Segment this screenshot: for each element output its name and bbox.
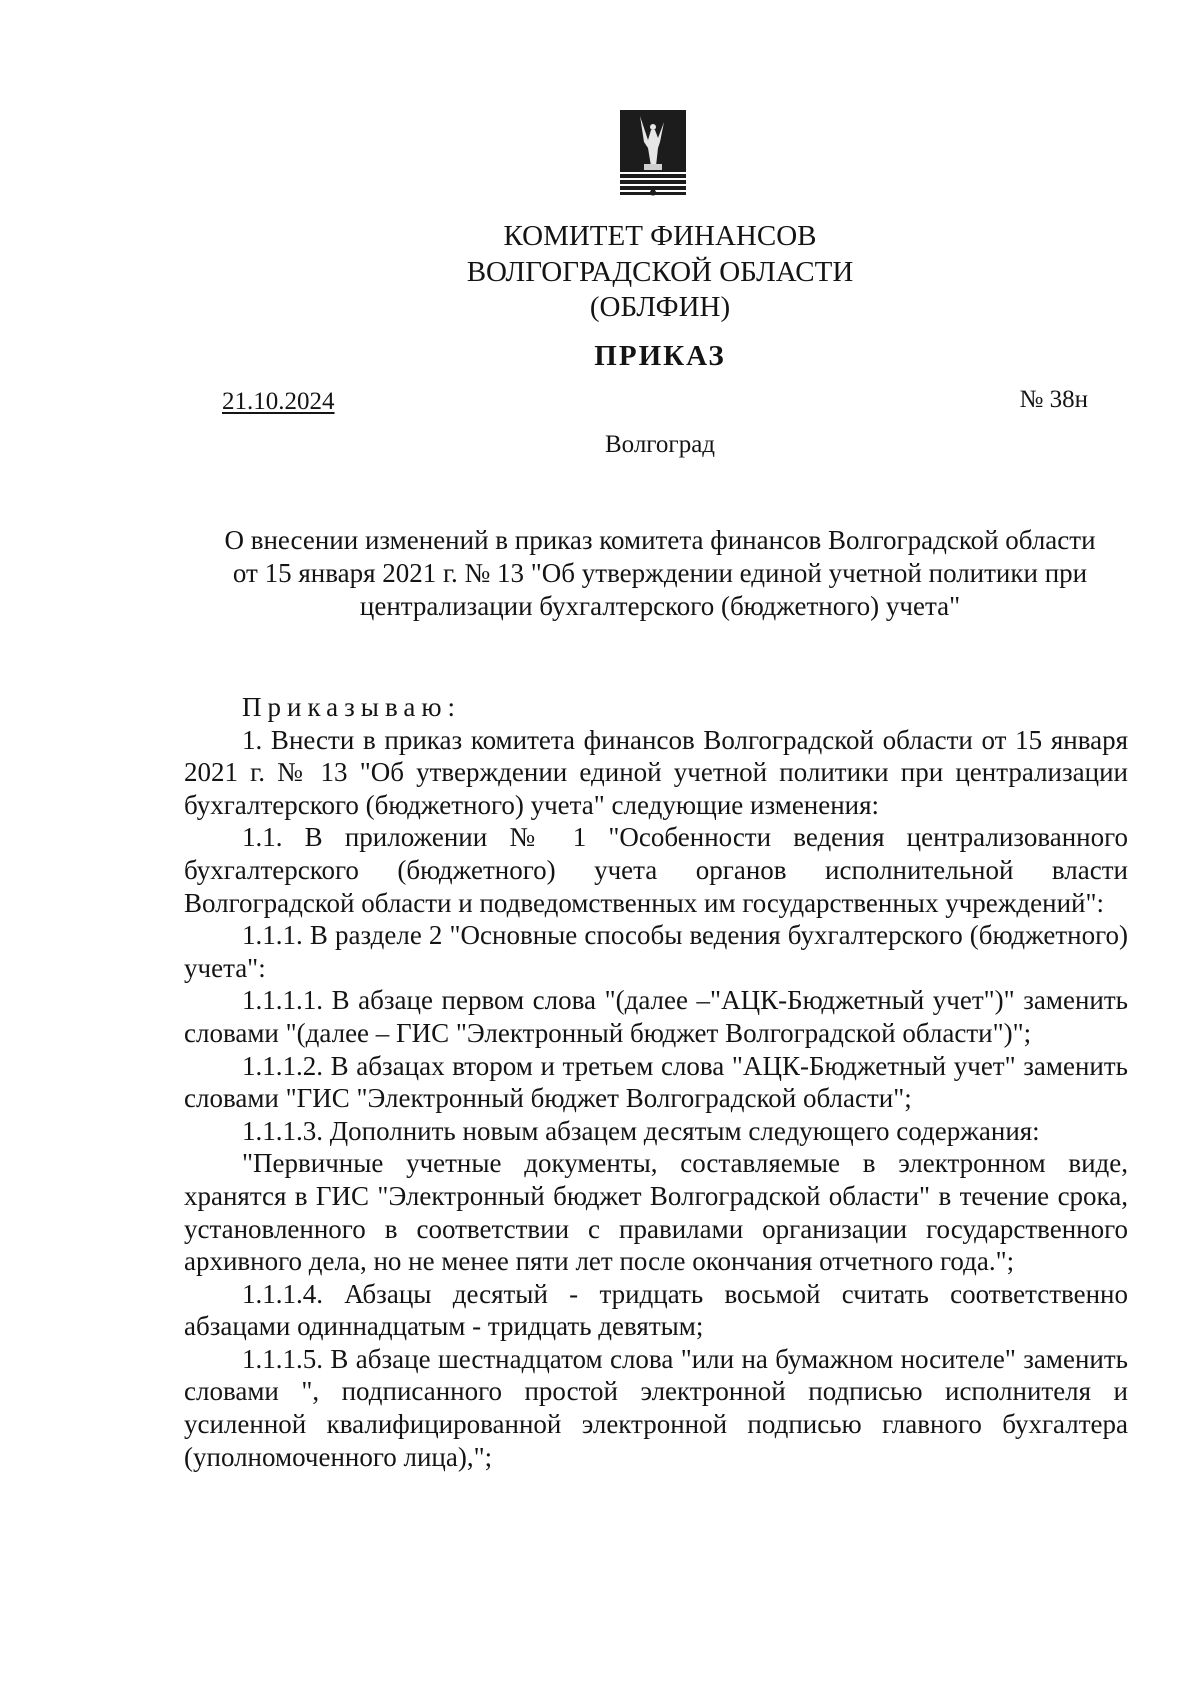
subject-line: О внесении изменений в приказ комитета финансов Волгоградской области: [224, 525, 1096, 555]
subject-line: централизации бухгалтерского (бюджетного) учета": [359, 591, 961, 621]
org-name-abbreviation: (ОБЛФИН): [589, 291, 731, 323]
paragraph-1-1-1-2: 1.1.1.2. В абзацах втором и третьем слова "АЦК-Бюджетный учет" заменить словами "ГИС "Электронный бюджет Волгоградской области";: [184, 1050, 1128, 1114]
volgograd-emblem-icon: [618, 108, 688, 204]
subject-line: от 15 января 2021 г. № 13 "Об утверждении единой учетной политики при: [232, 558, 1088, 588]
document-type-title: ПРИКАЗ: [594, 340, 726, 372]
paragraph-1: 1. Внести в приказ комитета финансов Волгоградской области от 15 января 2021 г. № 13 "Об утверждении единой учетной политики при централизации бухгалтерского (бюджетного) учета" следующие изменения:: [184, 724, 1128, 820]
document-date: 21.10.2024: [222, 388, 335, 415]
document-number: № 38н: [1019, 386, 1088, 413]
paragraph-1-1-1-5: 1.1.1.5. В абзаце шестнадцатом слова "или на бумажном носителе" заменить словами ", подписанного простой электронной подписью исполнителя и усиленной квалифицированной электронной подписью главного бухгалтера (уполномоченного лица),";: [184, 1343, 1128, 1472]
paragraph-1-1: 1.1. В приложении № 1 "Особенности ведения централизованного бухгалтерского (бюджетного) учета органов исполнительной власти Волгоградской области и подведомственных им государственных учреждений":: [184, 822, 1128, 918]
order-word: Приказываю:: [242, 692, 461, 722]
org-name-line2: ВОЛГОГРАДСКОЙ ОБЛАСТИ: [466, 256, 854, 288]
document-subject: [160, 524, 1160, 623]
quoted-paragraph: "Первичные учетные документы, составляемые в электронном виде, хранятся в ГИС "Электронный бюджет Волгоградской области" в течение срока, установленного в соответствии с правилами организации государственного архивного дела, но не менее пяти лет после окончания отчетного года.";: [184, 1148, 1128, 1277]
paragraph-1-1-1-1: 1.1.1.1. В абзаце первом слова "(далее –"АЦК-Бюджетный учет")" заменить словами "(далее – ГИС "Электронный бюджет Волгоградской области")";: [184, 985, 1128, 1048]
org-name-line1: КОМИТЕТ ФИНАНСОВ: [503, 220, 817, 252]
document-body: [184, 691, 1128, 1473]
paragraph-1-1-1-3: 1.1.1.3. Дополнить новым абзацем десятым следующего содержания:: [242, 1115, 1040, 1146]
paragraph-1-1-1-4: 1.1.1.4. Абзацы десятый - тридцать восьмой считать соответственно абзацами одиннадцатым - тридцать девятым;: [184, 1278, 1128, 1342]
document-city: Волгоград: [604, 431, 716, 458]
paragraph-1-1-1: 1.1.1. В разделе 2 "Основные способы ведения бухгалтерского (бюджетного) учета":: [184, 920, 1128, 983]
